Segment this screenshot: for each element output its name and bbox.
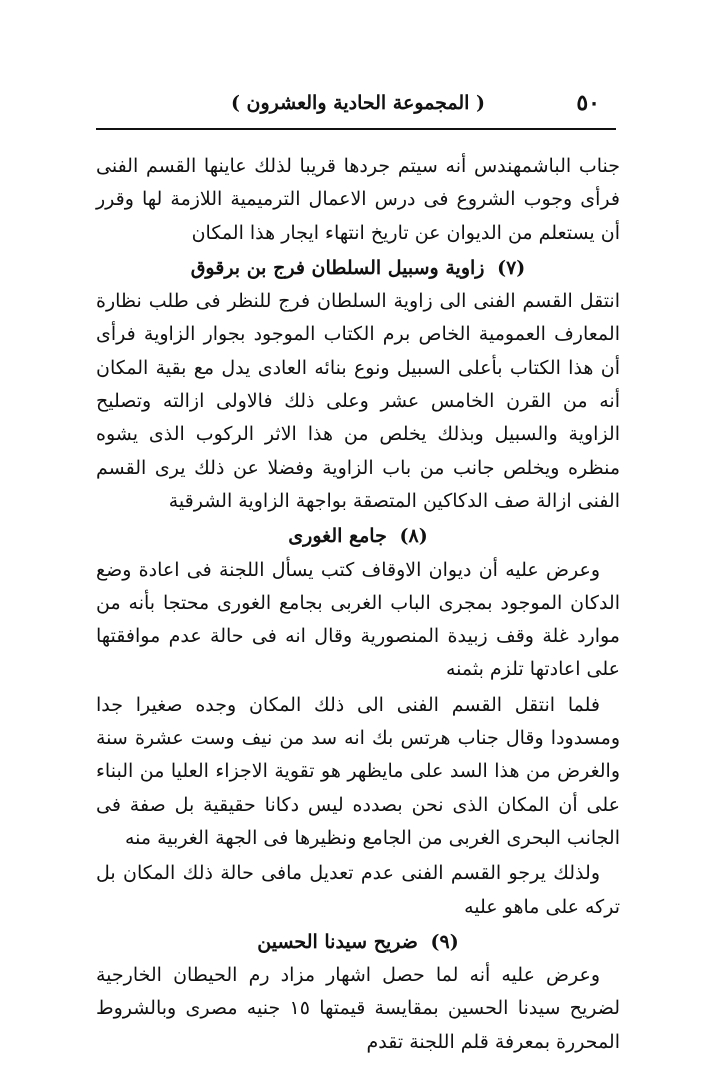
section-heading-9 [96, 926, 620, 959]
section-title-8: جامع الغورى [288, 525, 387, 548]
section-number-8: (٨) [399, 525, 428, 548]
section-7-paragraph: انتقل القسم الفنى الى زاوية السلطان فرج للنظر فى طلب نظارة المعارف العمومية الخاص برم الكتاب الموجود بجوار الزاوية فرأى أن هذا الكتاب بأعلى السبيل ونوع بنائه العادى يدل مع بقية المكان أنه من القرن الخامس عشر وعلى ذلك فالاولى ازالته وتصليح الزاوية والسبيل وبذلك يخلص من هذا الاثر الركوب الذى يشوه منظره ويخلص جانب من باب الزاوية وفضلا عن ذلك يرى القسم الفنى ازالة صف الدكاكين المتصقة بواجهة الزاوية الشرقية [96, 290, 620, 512]
section-heading-7 [96, 252, 620, 285]
section-8-paragraph-3: ولذلك يرجو القسم الفنى عدم تعديل مافى حالة ذلك المكان بل تركه على ماهو عليه [96, 862, 620, 918]
section-title-7: زاوية وسبيل السلطان فرج بن برقوق [190, 256, 485, 279]
section-8-paragraph-2: فلما انتقل القسم الفنى الى ذلك المكان وجده صغيرا جدا ومسدودا وقال جناب هرتس بك انه سد من نيف وست عشرة سنة والغرض من هذا السد على مايظهر هو تقوية الاجزاء العليا من البناء على أن المكان الذى نحن بصدده ليس دكانا حقيقية بل صفة فى الجانب البحرى الغربى من الجامع ونظيرها فى الجهة الغربية منه [96, 693, 620, 849]
section-number-9: (٩) [430, 930, 459, 953]
section-number-7: (٧) [497, 256, 526, 279]
section-title-9: ضريح سيدنا الحسين [257, 930, 418, 953]
running-title: ( المجموعة الحادية والعشرون ) [230, 92, 486, 114]
section-heading-8 [96, 520, 620, 553]
page-number: ٥٠ [576, 90, 600, 116]
document-body [96, 150, 620, 1059]
intro-paragraph: جناب الباشمهندس أنه سيتم جردها قريبا لذلك عاينها القسم الفنى فرأى وجوب الشروع فى درس الاعمال الترميمية اللازمة لها وقرر أن يستعلم من الديوان عن تاريخ انتهاء ايجار هذا المكان [96, 155, 620, 244]
header-rule [96, 128, 616, 130]
section-8-paragraph-1: وعرض عليه أن ديوان الاوقاف كتب يسأل اللجنة فى اعادة وضع الدكان الموجود بمجرى الباب الغربى بجامع الغورى محتجا بأنه من موارد غلة وقف زبيدة المنصورية وقال انه فى حالة عدم موافقتها على اعادتها تلزم بثمنه [96, 558, 620, 681]
page-header [96, 86, 620, 122]
section-9-paragraph: وعرض عليه أنه لما حصل اشهار مزاد رم الحيطان الخارجية لضريح سيدنا الحسين بمقايسة قيمتها ١٥ جنيه مصرى وبالشروط المحررة بمعرفة قلم اللجنة تقدم [96, 964, 620, 1053]
